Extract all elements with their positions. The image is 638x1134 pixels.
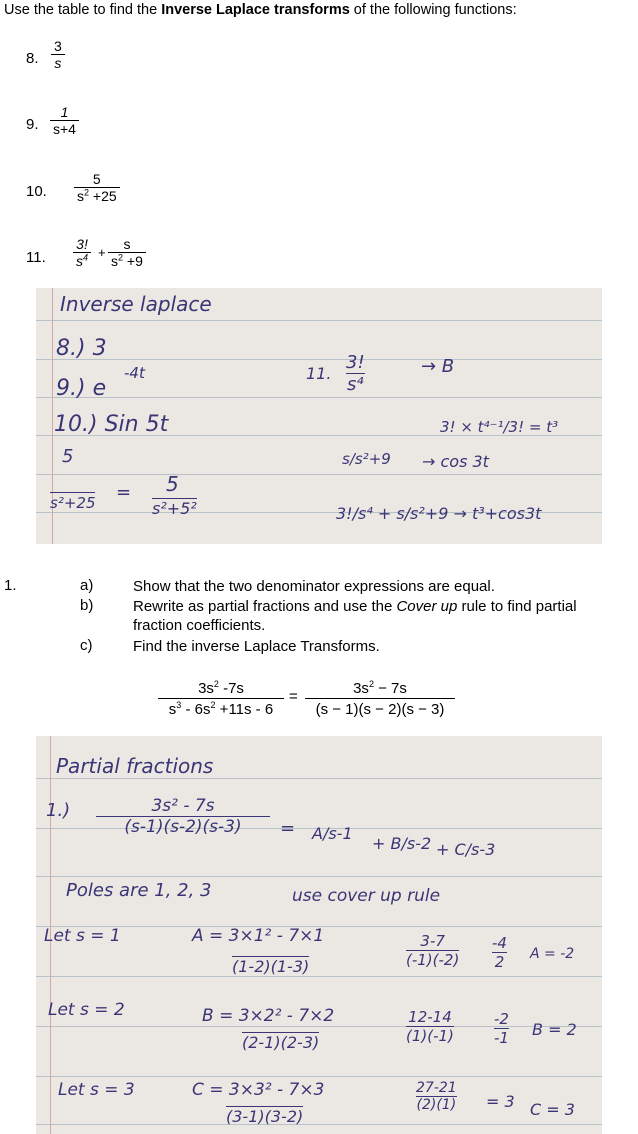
task-c-letter: c) [80, 637, 93, 654]
hw2-a-mid-num: 3-7 [420, 932, 445, 950]
task-number: 1. [4, 577, 17, 594]
hw-line-10-den2: s²+5² [152, 499, 197, 518]
instructions-prefix: Use the table to find the [4, 2, 162, 18]
instructions-suffix: of the following functions: [349, 2, 517, 18]
hw-line-10-den: s²+25 [50, 494, 96, 512]
eq-lde2: 2 [210, 700, 216, 710]
hw2-step1-den: (s-1)(s-2)(s-3) [96, 816, 270, 837]
problem-9-numerator: 1 [60, 104, 69, 120]
equation-left-fraction [158, 679, 284, 719]
problem-11-denominator-1 [73, 252, 91, 269]
hw2-let1: Let s = 1 [44, 926, 121, 946]
problem-11-plus: + [98, 245, 106, 260]
hw2-c-den: (3-1)(3-2) [226, 1107, 304, 1126]
hw2-b-final: B = 2 [532, 1020, 577, 1039]
hw2-a-final: A = -2 [530, 946, 575, 962]
hw-11-frac [346, 352, 365, 395]
hw2-a-mid [406, 932, 459, 969]
task-a-letter: a) [80, 577, 94, 594]
hw2-let3: Let s = 3 [58, 1080, 135, 1100]
hw-line-8: 8.) 3 [56, 336, 107, 361]
problem-11-number: 11. [26, 249, 46, 266]
hw2-c-num: C = 3×3² - 7×3 [192, 1080, 325, 1100]
hw-11-cos: → cos 3t [422, 452, 489, 471]
hw-11-arrow: → B [421, 356, 455, 377]
hw2-step1: 1.) [46, 800, 71, 821]
den-rest: +9 [123, 253, 143, 269]
hw2-title: Partial fractions [56, 754, 214, 778]
hw2-b-res-num: -2 [494, 1010, 509, 1028]
den-exp: 2 [118, 252, 124, 263]
task-b-letter: b) [80, 597, 94, 614]
task-c-text: Find the inverse Laplace Transforms. [133, 638, 380, 655]
problem-10-fraction [74, 171, 120, 204]
hw2-pa: A/s-1 [312, 824, 353, 843]
hw-11-label: 11. [306, 364, 332, 383]
instructions-bold: Inverse Laplace transforms [161, 2, 350, 18]
problem-10-number: 10. [26, 183, 47, 200]
problem-9-fraction [50, 104, 79, 137]
hw-line-10-num2: 5 [166, 472, 179, 496]
handwritten-partial-fractions-photo [36, 736, 602, 1134]
eq-ldc: +11s - 6 [215, 701, 274, 718]
hw2-a-num: A = 3×1² - 7×1 [192, 926, 325, 946]
problem-10-denominator [74, 187, 120, 204]
den-base: s [76, 253, 83, 269]
hw2-c-res: = 3 [486, 1092, 515, 1111]
eq-lna: 3s [198, 680, 214, 697]
hw2-a-den: (1-2)(1-3) [232, 957, 310, 976]
hw-11-cos-frac: s/s²+9 [342, 450, 391, 468]
hw2-b-mid [406, 1008, 454, 1045]
hw2-a-res-den: 2 [492, 952, 507, 971]
hw2-c-mid-num: 27-21 [416, 1080, 457, 1096]
eq-lne: 2 [213, 679, 219, 689]
hw-title: Inverse laplace [60, 292, 212, 316]
equation-left-den [158, 698, 284, 719]
problem-8-number: 8. [26, 50, 39, 67]
eq-rnb: − 7s [373, 680, 407, 697]
den-base: s [111, 253, 118, 269]
den-rest: +25 [89, 188, 117, 204]
task-b-text [133, 597, 628, 635]
equation-right-den: (s − 1)(s − 2)(s − 3) [305, 698, 455, 719]
hw2-b-mid-den: (1)(-1) [406, 1027, 454, 1045]
task-a-text: Show that the two denominator expressions are equal. [133, 578, 495, 595]
problem-9-denominator: s+4 [50, 120, 79, 137]
hw2-coverup: use cover up rule [292, 886, 441, 906]
hw2-a-res [492, 934, 507, 971]
eq-lda: s [168, 701, 177, 718]
hw2-b-den: (2-1)(2-3) [242, 1033, 320, 1052]
problem-8-fraction [51, 38, 65, 71]
task-b-post: rule to find partial fraction coefficients. [133, 598, 577, 634]
hw2-pb: + B/s-2 [372, 834, 432, 853]
problem-11-fraction-2 [108, 236, 146, 269]
hw2-b-num: B = 3×2² - 7×2 [202, 1006, 335, 1026]
hw-line-10-num: 5 [62, 446, 74, 467]
den-exp: 2 [84, 187, 90, 198]
den-exp: 4 [83, 252, 89, 263]
problem-11-fraction-1 [73, 236, 91, 269]
hw2-a-mid-den: (-1)(-2) [406, 951, 460, 969]
hw2-c-mid [416, 1080, 457, 1113]
problem-11-numerator-2: s [123, 236, 131, 252]
hw-line-9: 9.) e [56, 376, 107, 401]
equation-right-num [305, 679, 455, 698]
problem-11-numerator-1: 3! [76, 236, 88, 252]
problem-11-denominator-2 [108, 252, 146, 269]
hw2-b-mid-num: 12-14 [408, 1008, 452, 1026]
hw-line-9-exp: -4t [124, 364, 145, 382]
eq-ldb: - 6s [181, 701, 211, 718]
hw2-b-res-den: -1 [494, 1029, 509, 1047]
problem-8-numerator: 3 [54, 38, 62, 54]
eq-rna: 3s [353, 680, 369, 697]
hw2-c-final: C = 3 [530, 1100, 575, 1119]
hw2-c-mid-den: (2)(1) [416, 1097, 457, 1113]
task-b-pre: Rewrite as partial fractions and use the [133, 598, 397, 615]
hw2-let2: Let s = 2 [48, 1000, 125, 1020]
hw-11-final: 3!/s⁴ + s/s²+9 → t³+cos3t [336, 504, 542, 523]
eq-lde1: 3 [176, 700, 182, 710]
hw2-step1-num: 3s² - 7s [151, 796, 215, 816]
hw2-step1-eq: = [280, 818, 296, 839]
handwritten-inverse-laplace-photo [36, 288, 602, 544]
hw2-pc: + C/s-3 [436, 840, 496, 859]
eq-rne: 2 [368, 679, 374, 689]
equation-left-num [158, 679, 284, 698]
hw2-a-res-num: -4 [492, 934, 507, 952]
hw-11-frac-num: 3! [346, 352, 365, 373]
hw-11-sub: 3! × t⁴⁻¹/3! = t³ [440, 418, 559, 436]
den-base: s [77, 188, 84, 204]
instructions [4, 2, 517, 18]
hw2-b-res [494, 1010, 509, 1047]
problem-9-number: 9. [26, 116, 39, 133]
problem-8-denominator: s [51, 54, 65, 71]
task-b-em: Cover up [396, 598, 458, 615]
hw2-step1-frac [96, 796, 270, 837]
equation-right-fraction [305, 679, 455, 719]
hw-line-10: 10.) Sin 5t [54, 412, 169, 437]
eq-lnb: -7s [218, 680, 244, 697]
hw2-poles: Poles are 1, 2, 3 [66, 880, 212, 901]
equation-equals: = [289, 688, 298, 705]
hw-11-frac-den: s⁴ [347, 374, 364, 395]
problem-10-numerator: 5 [92, 171, 101, 187]
hw-line-10-eq: = [116, 482, 132, 503]
